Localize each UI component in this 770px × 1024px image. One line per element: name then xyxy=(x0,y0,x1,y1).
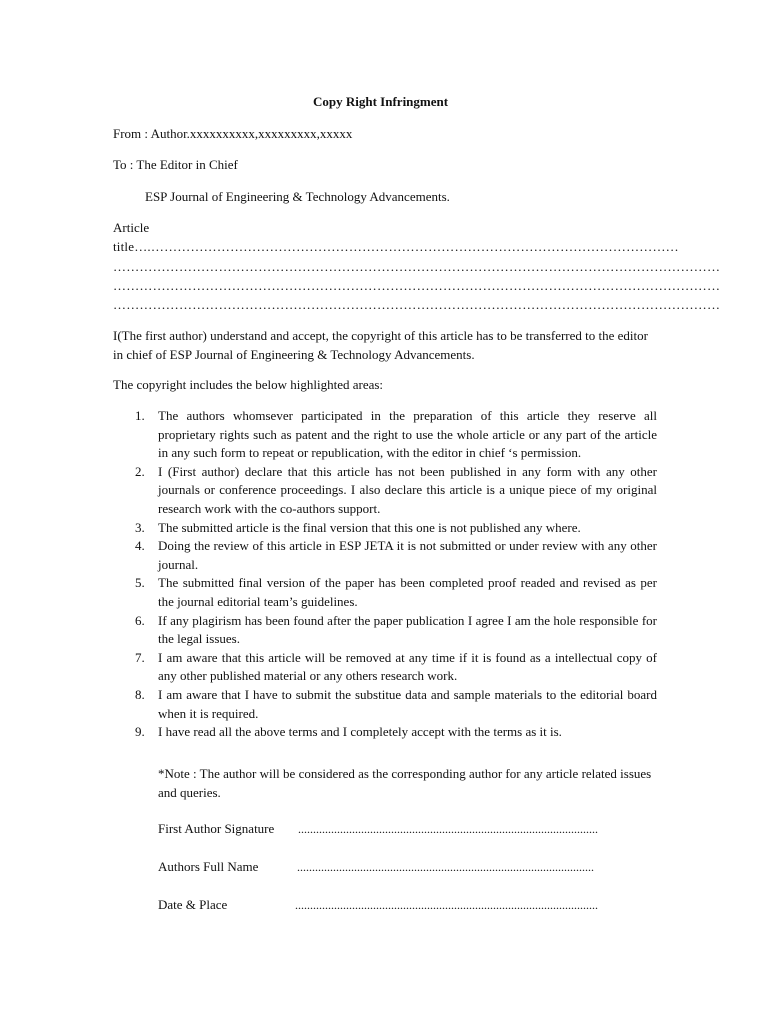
list-item-text: I have read all the above terms and I completely accept with the terms as it is. xyxy=(158,724,562,740)
article-title-blank-line: ………………………………………………………………………………………………………………………… xyxy=(113,278,721,293)
list-item xyxy=(113,463,657,519)
list-item xyxy=(113,612,657,649)
list-item xyxy=(113,537,657,574)
list-item xyxy=(113,407,657,463)
list-item-number: 2. xyxy=(135,463,145,479)
acceptance-paragraph: I(The first author) understand and accept, the copyright of this article has to be transferred to the editor in chief of ESP Journal of Engineering & Technology Advancements. xyxy=(113,328,648,362)
list-item-text: The authors whomsever participated in the preparation of this article they reserve all proprietary rights such as patent and the right to use the whole article or any part of the article in any such form to repeat or republication, with the editor in chief ‘s permission. xyxy=(158,408,657,461)
list-item-number: 4. xyxy=(135,538,145,554)
list-item-number: 3. xyxy=(135,519,145,535)
list-item xyxy=(113,519,657,538)
list-item-number: 5. xyxy=(135,575,145,591)
list-item-number: 7. xyxy=(135,649,145,665)
list-item-text: I am aware that this article will be removed at any time if it is found as a intellectual copy of any other published material or any others research work. xyxy=(158,649,657,684)
article-title-blank: title….………………………………………………………………………………………………………… xyxy=(113,239,679,254)
from-line: From : Author.xxxxxxxxxx,xxxxxxxxx,xxxxx xyxy=(113,126,353,141)
terms-list xyxy=(113,407,657,742)
full-name-field-label: Authors Full Name xyxy=(158,859,259,874)
list-item-text: If any plagirism has been found after the paper publication I agree I am the hole responsible for the legal issues. xyxy=(158,612,657,647)
list-item xyxy=(113,723,657,742)
article-title-blank-line: ………………………………………………………………………………………………………………………… xyxy=(113,259,721,274)
journal-name: ESP Journal of Engineering & Technology Advancements. xyxy=(145,189,450,204)
list-item-text: I am aware that I have to submit the substitue data and sample materials to the editorial board when it is required. xyxy=(158,686,657,721)
list-item-text: The submitted final version of the paper has been completed proof readed and revised as per the journal editorial team’s guidelines. xyxy=(158,575,657,609)
list-item-text: The submitted article is the final version that this one is not published any where. xyxy=(158,519,581,535)
list-item-text: I (First author) declare that this article has not been published in any form with any other journals or conference proceedings. I also declare this article is a unique piece of my original research work with the co-authors support. xyxy=(158,463,657,516)
list-item xyxy=(113,686,657,723)
to-line: To : The Editor in Chief xyxy=(113,157,238,172)
full-name-field-blank: ................................................................................................... xyxy=(297,860,594,874)
list-item xyxy=(113,574,657,611)
list-item xyxy=(113,649,657,686)
article-label: Article xyxy=(113,220,150,235)
list-item-number: 1. xyxy=(135,408,145,423)
list-item-number: 8. xyxy=(135,686,145,702)
signature-field-blank: .................................................................................................... xyxy=(298,822,598,836)
corresponding-author-note: *Note : The author will be considered as the corresponding author for any article related issues and queries. xyxy=(158,766,652,800)
list-item-text: Doing the review of this article in ESP JETA it is not submitted or under review with any other journal. xyxy=(158,538,657,572)
list-item-number: 6. xyxy=(135,612,145,628)
date-place-field-label: Date & Place xyxy=(158,897,228,912)
list-item-number: 9. xyxy=(135,724,145,740)
copyright-intro: The copyright includes the below highlighted areas: xyxy=(113,377,384,392)
signature-field-label: First Author Signature xyxy=(158,821,275,836)
article-title-blank-line: ………………………………………………………………………………………………………………………… xyxy=(113,297,721,312)
date-place-field-blank: ..................................................................................................... xyxy=(295,898,598,912)
document-title: Copy Right Infringment xyxy=(313,94,449,109)
